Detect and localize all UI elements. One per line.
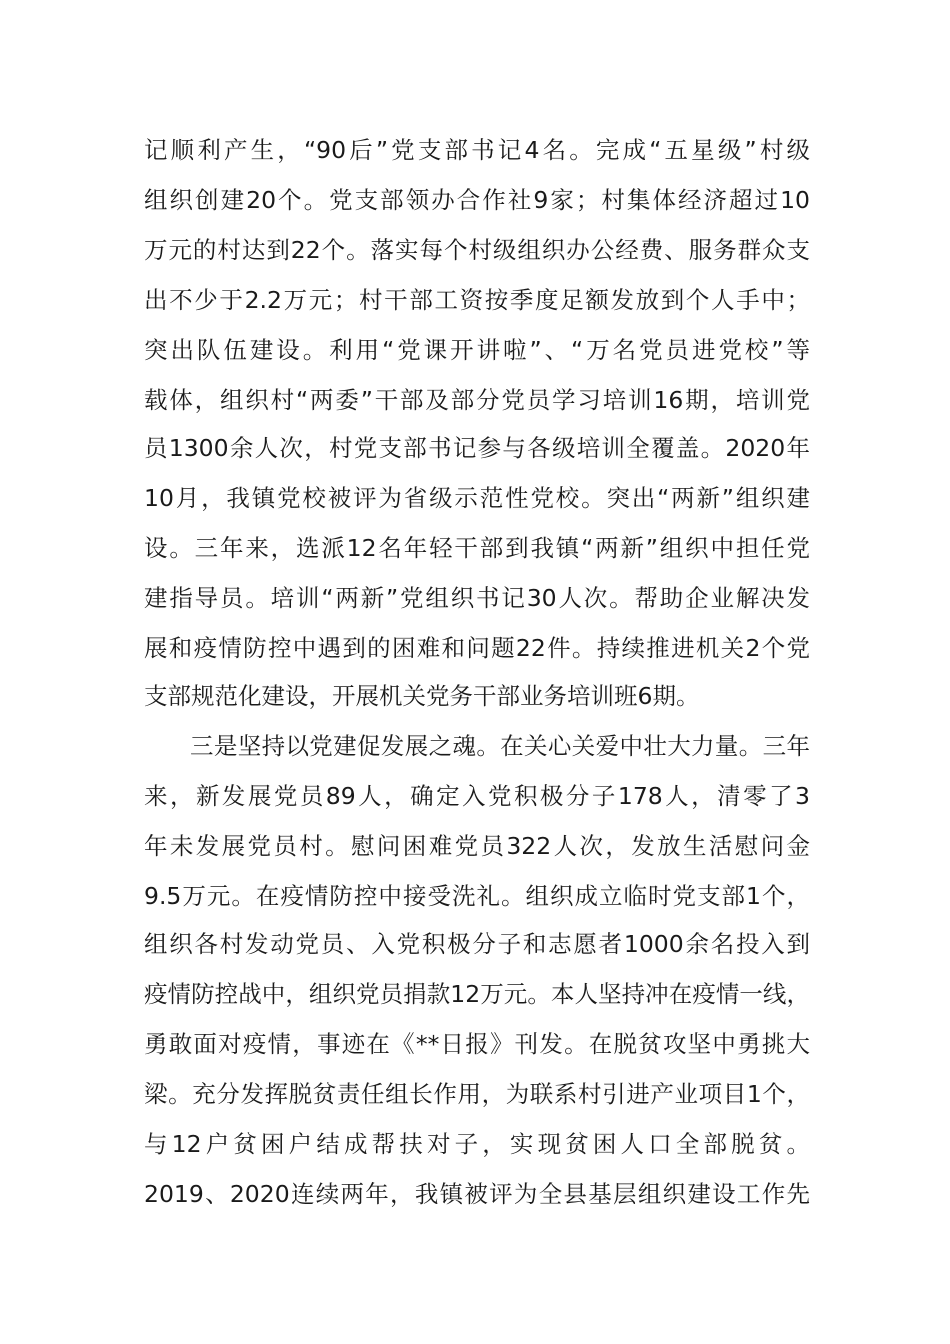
text-line: 2019、2020连续两年，我镇被评为全县基层组织建设工作先	[144, 1180, 810, 1208]
text-line: 员1300余人次，村党支部书记参与各级培训全覆盖。2020年	[144, 434, 810, 462]
text-line: 记顺利产生，“90后”党支部书记4名。完成“五星级”村级	[144, 136, 810, 164]
text-line: 10月，我镇党校被评为省级示范性党校。突出“两新”组织建	[144, 484, 810, 512]
text-line: 年未发展党员村。慰问困难党员322人次，发放生活慰问金	[144, 832, 810, 860]
text-line: 设。三年来，选派12名年轻干部到我镇“两新”组织中担任党	[144, 534, 810, 562]
text-line: 组织创建20个。党支部领办合作社9家；村集体经济超过10	[144, 186, 810, 214]
text-line: 展和疫情防控中遇到的困难和问题22件。持续推进机关2个党	[144, 634, 810, 662]
text-line: 疫情防控战中，组织党员捐款12万元。本人坚持冲在疫情一线，	[144, 980, 810, 1008]
text-line: 9.5万元。在疫情防控中接受洗礼。组织成立临时党支部1个，	[144, 882, 810, 910]
text-line: 万元的村达到22个。落实每个村级组织办公经费、服务群众支	[144, 236, 810, 264]
text-line: 突出队伍建设。利用“党课开讲啦”、“万名党员进党校”等	[144, 336, 810, 364]
text-line: 来，新发展党员89人，确定入党积极分子178人，清零了3	[144, 782, 810, 810]
text-line: 勇敢面对疫情，事迹在《**日报》刊发。在脱贫攻坚中勇挑大	[144, 1030, 810, 1058]
text-line: 支部规范化建设，开展机关党务干部业务培训班6期。	[144, 682, 700, 710]
text-line: 与12户贫困户结成帮扶对子，实现贫困人口全部脱贫。	[144, 1130, 810, 1158]
text-line: 组织各村发动党员、入党积极分子和志愿者1000余名投入到	[144, 930, 810, 958]
text-line: 出不少于2.2万元；村干部工资按季度足额发放到个人手中；	[144, 286, 810, 314]
text-line: 建指导员。培训“两新”党组织书记30人次。帮助企业解决发	[144, 584, 810, 612]
text-line: 载体，组织村“两委”干部及部分党员学习培训16期，培训党	[144, 386, 810, 414]
text-line: 梁。充分发挥脱贫责任组长作用，为联系村引进产业项目1个，	[144, 1080, 810, 1108]
paragraph-start-line: 三是坚持以党建促发展之魂。在关心关爱中壮大力量。三年	[190, 732, 810, 760]
